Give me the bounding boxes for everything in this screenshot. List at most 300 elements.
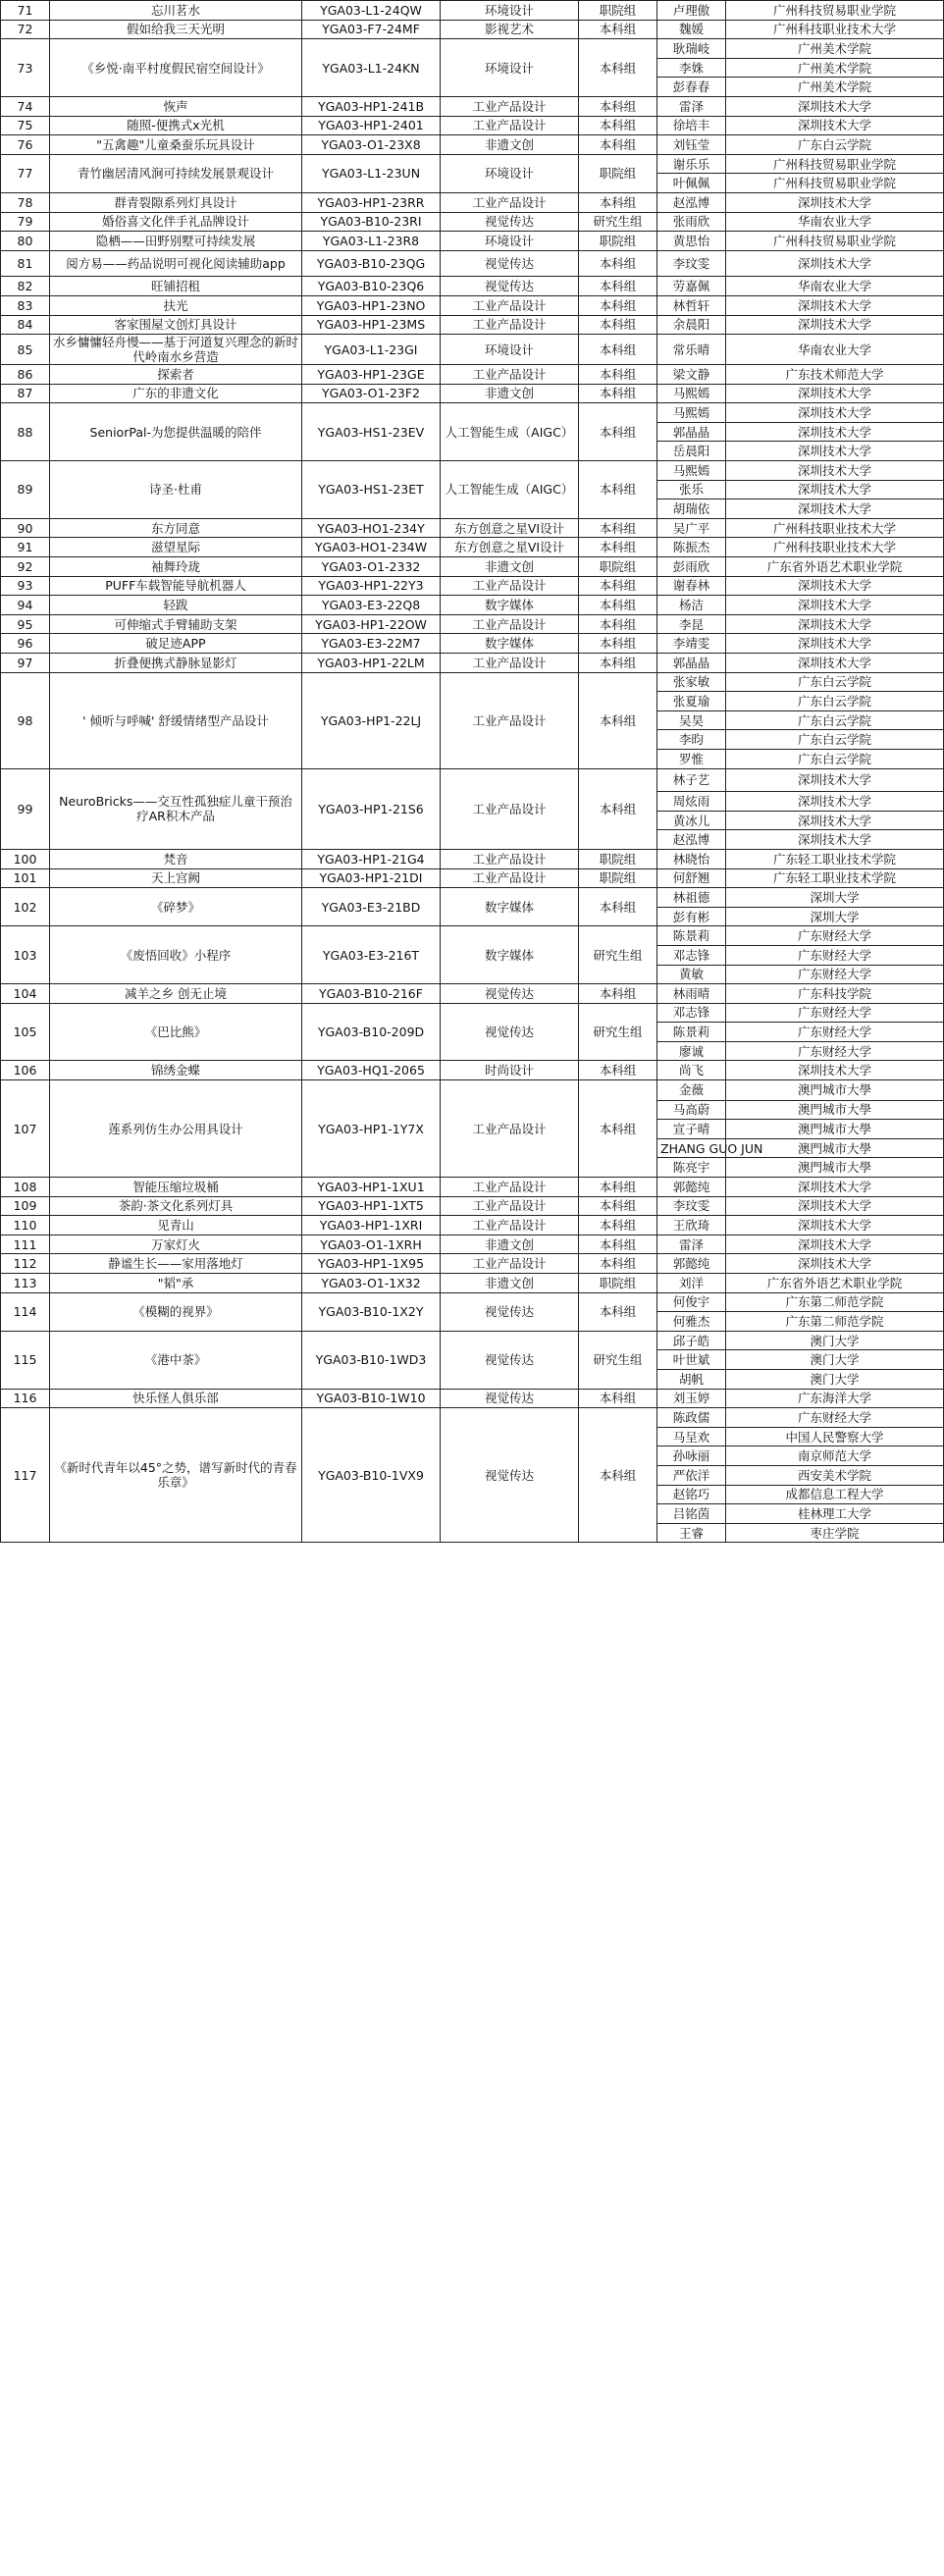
table-row <box>1 1061 944 1080</box>
member-school: 广州科技贸易职业学院 <box>726 232 944 251</box>
entry-group: 本科组 <box>579 365 657 385</box>
table-row <box>1 926 944 946</box>
entry-code: YGA03-HS1-23EV <box>302 403 441 461</box>
entry-title: 《乡悦·南平村度假民宿空间设计》 <box>50 39 302 97</box>
member-name: 吴昊 <box>657 710 726 730</box>
member-school: 广州美术学院 <box>726 78 944 97</box>
entry-group: 本科组 <box>579 384 657 403</box>
table-row <box>1 1235 944 1254</box>
member-school: 西安美术学院 <box>726 1465 944 1485</box>
member-school: 广东白云学院 <box>726 710 944 730</box>
member-name: 胡瑞依 <box>657 499 726 519</box>
table-row <box>1 1080 944 1101</box>
member-school: 华南农业大学 <box>726 335 944 365</box>
entry-category: 非遗文创 <box>441 1274 579 1293</box>
entry-group: 本科组 <box>579 135 657 155</box>
entry-number: 98 <box>1 672 50 768</box>
member-name: 郭懿纯 <box>657 1178 726 1197</box>
entry-title: 群青裂隙系列灯具设计 <box>50 192 302 212</box>
member-name: 郭晶晶 <box>657 422 726 442</box>
entry-code: YGA03-B10-216F <box>302 984 441 1004</box>
entry-category: 工业产品设计 <box>441 116 579 135</box>
entry-code: YGA03-O1-1X32 <box>302 1274 441 1293</box>
member-name: 陈政儒 <box>657 1408 726 1428</box>
entry-title: NeuroBricks——交互性孤独症儿童干预治疗AR积木产品 <box>50 768 302 849</box>
table-row <box>1 768 944 792</box>
entry-title: "五禽趣"儿童桑蚕乐玩具设计 <box>50 135 302 155</box>
entry-group: 本科组 <box>579 1178 657 1197</box>
table-row <box>1 295 944 315</box>
member-name: 何雅杰 <box>657 1312 726 1332</box>
table-row <box>1 1254 944 1274</box>
entry-code: YGA03-L1-23GI <box>302 335 441 365</box>
table-row <box>1 116 944 135</box>
entry-code: YGA03-B10-1X2Y <box>302 1292 441 1331</box>
entry-category: 东方创意之星VI设计 <box>441 538 579 557</box>
entry-code: YGA03-HP1-1X95 <box>302 1254 441 1274</box>
table-row <box>1 984 944 1004</box>
member-name: 常乐晴 <box>657 335 726 365</box>
entry-group: 本科组 <box>579 888 657 926</box>
member-school: 成都信息工程大学 <box>726 1485 944 1504</box>
entry-number: 86 <box>1 365 50 385</box>
table-row <box>1 557 944 577</box>
member-school: 华南农业大学 <box>726 212 944 232</box>
table-row <box>1 212 944 232</box>
member-school: 深圳技术大学 <box>726 1196 944 1216</box>
member-name: 张雨欣 <box>657 212 726 232</box>
member-school: 广东海洋大学 <box>726 1389 944 1408</box>
entry-code: YGA03-L1-23UN <box>302 154 441 192</box>
entry-number: 101 <box>1 868 50 888</box>
member-school: 广州科技贸易职业学院 <box>726 174 944 193</box>
entry-code: YGA03-O1-23X8 <box>302 135 441 155</box>
member-school: 广东白云学院 <box>726 135 944 155</box>
entry-number: 111 <box>1 1235 50 1254</box>
member-name: 李姝 <box>657 58 726 78</box>
member-school: 澳門城市大學 <box>726 1080 944 1101</box>
entry-number: 116 <box>1 1389 50 1408</box>
table-row <box>1 403 944 423</box>
entry-group: 本科组 <box>579 1389 657 1408</box>
member-school: 深圳技术大学 <box>726 830 944 850</box>
entry-category: 工业产品设计 <box>441 654 579 673</box>
entry-code: YGA03-B10-23Q6 <box>302 277 441 296</box>
entry-title: 旺铺招租 <box>50 277 302 296</box>
entry-category: 工业产品设计 <box>441 1080 579 1178</box>
member-name: 何舒翘 <box>657 868 726 888</box>
table-row <box>1 232 944 251</box>
member-school: 广东财经大学 <box>726 1041 944 1061</box>
member-name: 赵铭巧 <box>657 1485 726 1504</box>
entry-group: 本科组 <box>579 20 657 39</box>
entry-code: YGA03-E3-22M7 <box>302 634 441 654</box>
entry-category: 视觉传达 <box>441 1292 579 1331</box>
entry-title: 阅方易——药品说明可视化阅读辅助app <box>50 250 302 277</box>
entry-group: 研究生组 <box>579 926 657 984</box>
member-school: 深圳技术大学 <box>726 1235 944 1254</box>
entry-code: YGA03-HP1-2401 <box>302 116 441 135</box>
entry-code: YGA03-B10-1VX9 <box>302 1408 441 1543</box>
entry-group: 本科组 <box>579 1254 657 1274</box>
entry-number: 106 <box>1 1061 50 1080</box>
member-school: 深圳技术大学 <box>726 295 944 315</box>
member-school: 华南农业大学 <box>726 277 944 296</box>
entry-number: 103 <box>1 926 50 984</box>
member-name: 魏媛 <box>657 20 726 39</box>
entry-category: 工业产品设计 <box>441 1216 579 1235</box>
entry-title: PUFF车载智能导航机器人 <box>50 576 302 596</box>
member-name: 马熙嫣 <box>657 461 726 481</box>
member-school: 澳门大学 <box>726 1350 944 1370</box>
entry-group: 本科组 <box>579 654 657 673</box>
member-name: 李昆 <box>657 614 726 634</box>
table-row <box>1 335 944 365</box>
member-school: 澳門城市大學 <box>726 1100 944 1120</box>
entry-number: 107 <box>1 1080 50 1178</box>
entry-number: 81 <box>1 250 50 277</box>
member-school: 广东白云学院 <box>726 749 944 768</box>
member-name: 刘洋 <box>657 1274 726 1293</box>
entry-title: 扶光 <box>50 295 302 315</box>
entry-category: 工业产品设计 <box>441 1178 579 1197</box>
member-name: 杨洁 <box>657 596 726 615</box>
member-school: 深圳技术大学 <box>726 1061 944 1080</box>
entry-category: 工业产品设计 <box>441 192 579 212</box>
table-row <box>1 576 944 596</box>
member-school: 深圳技术大学 <box>726 384 944 403</box>
member-name: 谢乐乐 <box>657 154 726 174</box>
member-school: 广东轻工职业技术学院 <box>726 868 944 888</box>
table-row <box>1 888 944 908</box>
member-name: 谢春林 <box>657 576 726 596</box>
member-school: 深圳技术大学 <box>726 192 944 212</box>
entry-group: 本科组 <box>579 192 657 212</box>
member-name: 吕铭茵 <box>657 1504 726 1524</box>
entry-number: 114 <box>1 1292 50 1331</box>
member-name: 尚飞 <box>657 1061 726 1080</box>
member-name: 严依洋 <box>657 1465 726 1485</box>
member-school: 深圳技术大学 <box>726 1178 944 1197</box>
entry-number: 91 <box>1 538 50 557</box>
table-row <box>1 1274 944 1293</box>
member-name: 林祖德 <box>657 888 726 908</box>
member-name: 郭懿纯 <box>657 1254 726 1274</box>
member-name: 彭有彬 <box>657 907 726 926</box>
entry-code: YGA03-B10-1WD3 <box>302 1331 441 1389</box>
entry-code: YGA03-B10-209D <box>302 1003 441 1061</box>
entry-title: 青竹幽居清风涧可持续发展景观设计 <box>50 154 302 192</box>
entry-title: 忘川茗水 <box>50 1 302 21</box>
entry-code: YGA03-HP1-21DI <box>302 868 441 888</box>
entry-title: 《废悟回收》小程序 <box>50 926 302 984</box>
entry-number: 85 <box>1 335 50 365</box>
entry-title: 诗圣·杜甫 <box>50 461 302 519</box>
member-school: 深圳技术大学 <box>726 96 944 116</box>
entry-title: SeniorPal-为您提供温暖的陪伴 <box>50 403 302 461</box>
member-school: 广东财经大学 <box>726 926 944 946</box>
entry-title: 折叠便携式静脉显影灯 <box>50 654 302 673</box>
entry-number: 105 <box>1 1003 50 1061</box>
table-row <box>1 596 944 615</box>
entry-number: 79 <box>1 212 50 232</box>
entry-code: YGA03-HP1-1XU1 <box>302 1178 441 1197</box>
entry-code: YGA03-HP1-1Y7X <box>302 1080 441 1178</box>
entry-number: 92 <box>1 557 50 577</box>
entry-code: YGA03-L1-24KN <box>302 39 441 97</box>
entry-category: 工业产品设计 <box>441 868 579 888</box>
member-school: 广东财经大学 <box>726 1023 944 1042</box>
entry-category: 非遗文创 <box>441 384 579 403</box>
entry-title: 万家灯火 <box>50 1235 302 1254</box>
member-name: 耿瑞岐 <box>657 39 726 59</box>
entry-title: 隐栖——田野别墅可持续发展 <box>50 232 302 251</box>
member-school: 深圳技术大学 <box>726 1216 944 1235</box>
entry-number: 99 <box>1 768 50 849</box>
entry-title: 随照-便携式x光机 <box>50 116 302 135</box>
member-name: 王欣琦 <box>657 1216 726 1235</box>
entry-title: 智能压缩垃圾桶 <box>50 1178 302 1197</box>
member-name: 黄敏 <box>657 965 726 984</box>
member-school: 广东财经大学 <box>726 1408 944 1428</box>
entry-title: 《巴比熊》 <box>50 1003 302 1061</box>
member-school: 广州美术学院 <box>726 58 944 78</box>
member-school: 广州美术学院 <box>726 39 944 59</box>
entry-number: 78 <box>1 192 50 212</box>
table-row <box>1 154 944 174</box>
member-school: 广州科技职业技术大学 <box>726 20 944 39</box>
member-name: 彭雨欣 <box>657 557 726 577</box>
table-row <box>1 1196 944 1216</box>
entry-title: 见青山 <box>50 1216 302 1235</box>
entry-number: 113 <box>1 1274 50 1293</box>
member-name: 邱子皓 <box>657 1331 726 1350</box>
entry-group: 本科组 <box>579 39 657 97</box>
entry-code: YGA03-HP1-22Y3 <box>302 576 441 596</box>
entry-code: YGA03-HP1-23RR <box>302 192 441 212</box>
entry-number: 87 <box>1 384 50 403</box>
member-name: 马呈欢 <box>657 1427 726 1446</box>
member-school: 深圳技术大学 <box>726 250 944 277</box>
entry-title: ' 倾听与呼喊' 舒缓情绪型产品设计 <box>50 672 302 768</box>
table-row <box>1 384 944 403</box>
member-name: 吴广平 <box>657 518 726 538</box>
entry-title: 水乡慵慵轻舟慢——基于河道复兴理念的新时代岭南水乡营造 <box>50 335 302 365</box>
entry-title: 可伸缩式手臂辅助支架 <box>50 614 302 634</box>
entry-title: 广东的非遗文化 <box>50 384 302 403</box>
member-name: 马熙嫣 <box>657 403 726 423</box>
entry-number: 83 <box>1 295 50 315</box>
table-row <box>1 192 944 212</box>
member-name: 赵泓博 <box>657 830 726 850</box>
table-row <box>1 1178 944 1197</box>
entry-group: 本科组 <box>579 335 657 365</box>
entry-number: 71 <box>1 1 50 21</box>
member-school: 深圳技术大学 <box>726 116 944 135</box>
entry-group: 本科组 <box>579 596 657 615</box>
entry-category: 视觉传达 <box>441 1408 579 1543</box>
table-row <box>1 365 944 385</box>
entry-code: YGA03-E3-21BD <box>302 888 441 926</box>
entry-category: 环境设计 <box>441 232 579 251</box>
entry-code: YGA03-O1-1XRH <box>302 1235 441 1254</box>
entry-category: 视觉传达 <box>441 277 579 296</box>
entry-group: 本科组 <box>579 277 657 296</box>
entry-code: YGA03-HP1-21S6 <box>302 768 441 849</box>
member-school: 广东第二师范学院 <box>726 1292 944 1312</box>
member-name: 张夏瑜 <box>657 692 726 711</box>
member-school: 澳门大学 <box>726 1369 944 1389</box>
member-name: 林哲轩 <box>657 295 726 315</box>
member-name: 李昀 <box>657 730 726 750</box>
entry-category: 数字媒体 <box>441 888 579 926</box>
member-name: 金薇 <box>657 1080 726 1101</box>
member-name: 何俊宇 <box>657 1292 726 1312</box>
member-name: 雷泽 <box>657 96 726 116</box>
member-name: 李靖雯 <box>657 634 726 654</box>
entry-category: 工业产品设计 <box>441 614 579 634</box>
entry-group: 本科组 <box>579 250 657 277</box>
member-name: 陈振杰 <box>657 538 726 557</box>
member-school: 枣庄学院 <box>726 1523 944 1543</box>
member-name: 张家敏 <box>657 672 726 692</box>
entry-title: 《新时代青年以45°之势，谱写新时代的青春乐章》 <box>50 1408 302 1543</box>
entry-group: 本科组 <box>579 461 657 519</box>
entry-title: 东方同意 <box>50 518 302 538</box>
entry-code: YGA03-HP1-1XRI <box>302 1216 441 1235</box>
entry-number: 95 <box>1 614 50 634</box>
entry-group: 本科组 <box>579 96 657 116</box>
member-school: 深圳大学 <box>726 907 944 926</box>
entry-number: 74 <box>1 96 50 116</box>
entry-category: 非遗文创 <box>441 135 579 155</box>
entry-number: 93 <box>1 576 50 596</box>
entry-category: 人工智能生成（AIGC） <box>441 403 579 461</box>
entry-number: 110 <box>1 1216 50 1235</box>
member-school: 深圳技术大学 <box>726 499 944 519</box>
entry-group: 研究生组 <box>579 1003 657 1061</box>
entry-title: 假如给我三天光明 <box>50 20 302 39</box>
entry-number: 75 <box>1 116 50 135</box>
member-name: 雷泽 <box>657 1235 726 1254</box>
entry-code: YGA03-HP1-23GE <box>302 365 441 385</box>
entry-code: YGA03-HP1-22LJ <box>302 672 441 768</box>
member-school: 深圳技术大学 <box>726 792 944 812</box>
member-school: 广东省外语艺术职业学院 <box>726 1274 944 1293</box>
member-school: 深圳技术大学 <box>726 403 944 423</box>
entry-code: YGA03-L1-24QW <box>302 1 441 21</box>
member-school: 深圳技术大学 <box>726 315 944 335</box>
table-row <box>1 135 944 155</box>
entry-category: 环境设计 <box>441 335 579 365</box>
entry-code: YGA03-HS1-23ET <box>302 461 441 519</box>
entry-category: 工业产品设计 <box>441 365 579 385</box>
entry-group: 本科组 <box>579 1080 657 1178</box>
member-school: 深圳技术大学 <box>726 768 944 792</box>
member-name: 马熙嫣 <box>657 384 726 403</box>
entry-category: 数字媒体 <box>441 596 579 615</box>
entry-number: 82 <box>1 277 50 296</box>
member-name: 王睿 <box>657 1523 726 1543</box>
table-row <box>1 39 944 59</box>
member-name: 黄冰儿 <box>657 811 726 830</box>
member-name: 劳嘉佩 <box>657 277 726 296</box>
entry-group: 本科组 <box>579 1292 657 1331</box>
member-name: 陈亮宇 <box>657 1158 726 1178</box>
entry-number: 90 <box>1 518 50 538</box>
entry-number: 112 <box>1 1254 50 1274</box>
member-school: 深圳技术大学 <box>726 461 944 481</box>
member-school: 深圳大学 <box>726 888 944 908</box>
entry-number: 97 <box>1 654 50 673</box>
member-name: 林晓怡 <box>657 849 726 868</box>
entry-code: YGA03-HP1-22OW <box>302 614 441 634</box>
table-row <box>1 1408 944 1428</box>
member-name: 赵泓博 <box>657 192 726 212</box>
member-name: 张乐 <box>657 480 726 499</box>
entry-number: 115 <box>1 1331 50 1389</box>
table-row <box>1 654 944 673</box>
member-school: 广州科技职业技术大学 <box>726 538 944 557</box>
entry-group: 本科组 <box>579 1408 657 1543</box>
member-school: 深圳技术大学 <box>726 654 944 673</box>
entry-category: 环境设计 <box>441 154 579 192</box>
entry-number: 94 <box>1 596 50 615</box>
member-school: 广东白云学院 <box>726 730 944 750</box>
entry-title: 轻跋 <box>50 596 302 615</box>
entry-category: 工业产品设计 <box>441 768 579 849</box>
entry-group: 研究生组 <box>579 1331 657 1389</box>
member-name: 宣子晴 <box>657 1120 726 1139</box>
entry-category: 东方创意之星VI设计 <box>441 518 579 538</box>
entry-group: 职院组 <box>579 868 657 888</box>
member-school: 广州科技职业技术大学 <box>726 518 944 538</box>
member-school: 广东技术师范大学 <box>726 365 944 385</box>
entry-category: 环境设计 <box>441 39 579 97</box>
member-school: 广东财经大学 <box>726 945 944 965</box>
entry-group: 本科组 <box>579 538 657 557</box>
entry-group: 研究生组 <box>579 212 657 232</box>
member-name: 卢理傲 <box>657 1 726 21</box>
member-school: 广东财经大学 <box>726 965 944 984</box>
entry-group: 本科组 <box>579 1216 657 1235</box>
entry-number: 89 <box>1 461 50 519</box>
entry-code: YGA03-HO1-234Y <box>302 518 441 538</box>
entry-code: YGA03-HP1-1XT5 <box>302 1196 441 1216</box>
member-name: 廖诚 <box>657 1041 726 1061</box>
entry-category: 视觉传达 <box>441 1331 579 1389</box>
member-school: 澳門城市大學 <box>726 1138 944 1158</box>
entry-title: 梵音 <box>50 849 302 868</box>
entry-code: YGA03-HP1-21G4 <box>302 849 441 868</box>
entry-title: "韬"承 <box>50 1274 302 1293</box>
entry-code: YGA03-B10-23QG <box>302 250 441 277</box>
member-school: 南京师范大学 <box>726 1446 944 1466</box>
table-row <box>1 1 944 21</box>
entry-title: 《港中茶》 <box>50 1331 302 1389</box>
entry-category: 视觉传达 <box>441 212 579 232</box>
entry-group: 本科组 <box>579 295 657 315</box>
member-name: ZHANG GUO JUN <box>657 1138 726 1158</box>
member-name: 周炫雨 <box>657 792 726 812</box>
member-name: 刘钰莹 <box>657 135 726 155</box>
table-row <box>1 20 944 39</box>
entry-category: 影视艺术 <box>441 20 579 39</box>
entry-title: 莲系列仿生办公用具设计 <box>50 1080 302 1178</box>
member-name: 叶世斌 <box>657 1350 726 1370</box>
member-name: 刘玉婷 <box>657 1389 726 1408</box>
table-row <box>1 96 944 116</box>
